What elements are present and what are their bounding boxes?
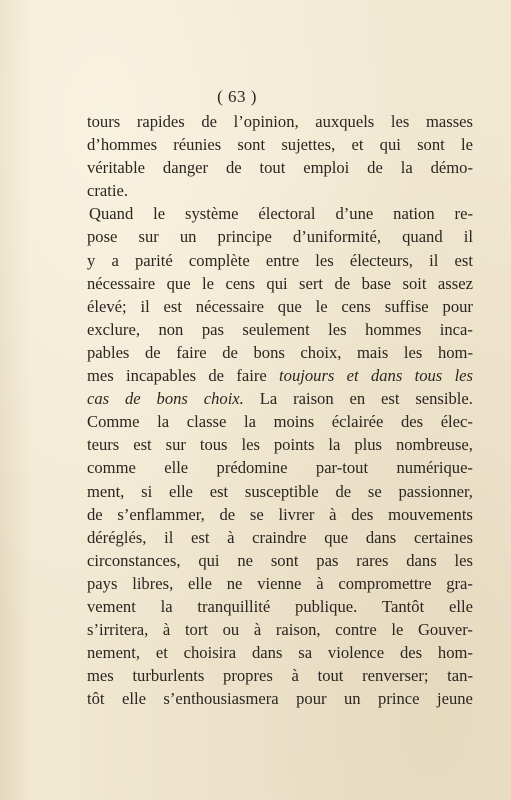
word: la [328, 435, 341, 455]
word: faire [236, 366, 267, 386]
word: mes [87, 666, 114, 686]
word: est [191, 527, 210, 547]
word: ne [226, 573, 243, 593]
word: libres, [132, 573, 174, 593]
word: prédomine [216, 458, 288, 478]
word: d’une [335, 204, 374, 224]
word: complète [188, 250, 250, 270]
word: sur [138, 227, 159, 247]
word: vement [87, 596, 136, 616]
word: non [158, 319, 184, 339]
word: pose [87, 227, 118, 247]
word: de [124, 389, 141, 409]
text-line [87, 456, 473, 479]
word: dans [365, 527, 397, 547]
word: des [400, 412, 424, 432]
word: numérique- [396, 458, 473, 478]
word: les [328, 319, 347, 339]
word: publique. [295, 596, 358, 616]
word: tous [199, 435, 228, 455]
word: prince [378, 689, 420, 709]
word: se [249, 504, 264, 524]
word: nécessaire [87, 273, 156, 293]
word: il [463, 227, 473, 247]
word: élevé; [87, 296, 127, 316]
word: ne [237, 550, 254, 570]
word: véritable [87, 158, 146, 178]
word: pour [296, 689, 327, 709]
word: nécessaire [195, 296, 264, 316]
word: électeurs, [349, 250, 413, 270]
word: cens [225, 273, 255, 293]
text-line [87, 225, 473, 248]
word: mes [87, 366, 114, 386]
word: et [351, 135, 364, 155]
word: choix. [203, 389, 244, 409]
word: le [153, 204, 166, 224]
word: démo- [430, 158, 473, 178]
word: les [454, 550, 473, 570]
word: de [225, 158, 242, 178]
word: passionner, [398, 481, 473, 501]
text-line [87, 110, 473, 133]
word: à [227, 527, 235, 547]
word: tranquillité [197, 596, 271, 616]
word: pas [316, 550, 339, 570]
word: sur [165, 435, 186, 455]
word: sujettes, [281, 135, 336, 155]
word: à [316, 573, 324, 593]
word: Quand [89, 204, 134, 224]
text-line [87, 156, 473, 179]
word: de [208, 366, 225, 386]
word: jeune [436, 689, 473, 709]
word: s’enflammer, [117, 504, 205, 524]
word: de [334, 273, 351, 293]
word: pables [87, 342, 130, 362]
word: par-tout [315, 458, 369, 478]
text-line [87, 133, 473, 156]
word: re- [454, 204, 473, 224]
word: d’hommes [87, 135, 158, 155]
word: Comme [87, 412, 140, 432]
word: elle [164, 458, 189, 478]
word: des [399, 643, 423, 663]
word: exclure, [87, 319, 140, 339]
word: les [403, 342, 423, 362]
word: emploi [303, 158, 350, 178]
word: de [219, 504, 236, 524]
word: les [390, 112, 410, 131]
word: elle [122, 689, 146, 709]
word: classe [186, 412, 227, 432]
word: le [460, 135, 473, 155]
word: les [241, 435, 260, 455]
word: contre [335, 620, 377, 640]
word: livrer [278, 504, 315, 524]
word: système [185, 204, 239, 224]
text-line [87, 572, 473, 595]
word: assez [437, 273, 473, 293]
word: tout [259, 158, 286, 178]
word: nombreuse, [395, 435, 473, 455]
word: est [133, 435, 152, 455]
text-line [87, 249, 473, 272]
word: la [157, 412, 170, 432]
text-line [87, 664, 473, 687]
word: faire [176, 342, 207, 362]
word: le [391, 620, 404, 640]
word: tous [414, 366, 443, 386]
word: qui [266, 273, 288, 293]
word: raison, [275, 620, 321, 640]
word: incapables [126, 366, 197, 386]
word: dans [370, 366, 403, 386]
word: de [201, 112, 218, 131]
word: propres [223, 666, 273, 686]
word: si [141, 481, 153, 501]
word: s’enthousiasmera [163, 689, 279, 709]
word: pour [442, 296, 473, 316]
word: les [315, 250, 334, 270]
word: inca- [439, 319, 473, 339]
word: Tantôt [382, 596, 425, 616]
word: que [166, 273, 191, 293]
word: un [343, 689, 361, 709]
word: sont [417, 135, 445, 155]
word: auxquels [315, 112, 375, 131]
word: à [162, 620, 171, 640]
word: a [111, 250, 119, 270]
word: susceptible [244, 481, 319, 501]
word: d’uniformité, [292, 227, 382, 247]
word: raison [293, 389, 334, 409]
word: Gouver- [417, 620, 473, 640]
word: est [381, 389, 400, 409]
word: et [346, 366, 359, 386]
text-line [87, 341, 473, 364]
word: teurs [87, 435, 120, 455]
word: de [335, 481, 352, 501]
word: y [87, 250, 96, 270]
word: à [253, 620, 262, 640]
word: nation [393, 204, 435, 224]
text-line [87, 387, 473, 410]
text-line [87, 595, 473, 618]
word: masses [425, 112, 473, 131]
word: sa [298, 643, 313, 663]
text-line [87, 503, 473, 526]
body-text [87, 110, 473, 710]
word: s’irritera, [87, 620, 149, 640]
word: le [202, 273, 215, 293]
word: compromettre [338, 573, 432, 593]
word: soit [402, 273, 427, 293]
word: dans [252, 643, 283, 663]
word: elle [188, 573, 212, 593]
word: suffise [384, 296, 429, 316]
word: rapides [136, 112, 185, 131]
word: violence [327, 643, 385, 663]
text-line [87, 641, 473, 664]
word: de [87, 504, 103, 524]
word: turburlents [132, 666, 205, 686]
word: hommes [365, 319, 422, 339]
word: hom- [437, 342, 473, 362]
text-line [87, 687, 473, 710]
word: cratie. [87, 181, 128, 201]
word: principe [217, 227, 272, 247]
text-line [87, 202, 473, 225]
word: tort [184, 620, 208, 640]
word: sont [237, 135, 266, 155]
text-line [87, 295, 473, 318]
word: la [160, 596, 173, 616]
word: il [429, 250, 439, 270]
text-line [87, 480, 473, 503]
word: en [349, 389, 366, 409]
word: tours [87, 112, 121, 131]
word: mais [357, 342, 389, 362]
page-number: ( 63 ) [217, 87, 257, 106]
word: moins [273, 412, 315, 432]
word: dans [406, 550, 437, 570]
word: la [243, 412, 256, 432]
word: plus [354, 435, 382, 455]
word: élec- [440, 412, 473, 432]
word: tout [317, 666, 344, 686]
word: sont [270, 550, 299, 570]
word: que [324, 527, 349, 547]
word: quand [402, 227, 443, 247]
word: à [329, 504, 337, 524]
word: électoral [258, 204, 316, 224]
word: les [454, 366, 473, 386]
text-line [87, 318, 473, 341]
word: sensible. [415, 389, 473, 409]
word: pas [201, 319, 224, 339]
word: gra- [446, 573, 473, 593]
word: mouvements [388, 504, 473, 524]
word: de [367, 158, 383, 178]
word: elle [449, 596, 473, 616]
word: bons [156, 389, 188, 409]
word: réunies [173, 135, 222, 155]
word: circonstances, [87, 550, 181, 570]
word: craindre [252, 527, 307, 547]
word: choix, [300, 342, 342, 362]
word: parité [134, 250, 173, 270]
word: un [179, 227, 197, 247]
text-line [87, 179, 473, 202]
word: éclairée [331, 412, 384, 432]
text-line [87, 433, 473, 456]
word: de [222, 342, 238, 362]
word: tan- [447, 666, 473, 686]
word: se [367, 481, 382, 501]
word: certaines [413, 527, 473, 547]
word: La [259, 389, 278, 409]
word: déréglés, [87, 527, 147, 547]
word: tôt [87, 689, 105, 709]
word: comme [87, 458, 136, 478]
word: que [277, 296, 302, 316]
word: de [144, 342, 161, 362]
word: bons [253, 342, 285, 362]
text-line [87, 549, 473, 572]
word: le [315, 296, 328, 316]
word: nement, [87, 643, 140, 663]
word: ment, [87, 481, 125, 501]
word: toujours [279, 366, 335, 386]
word: qui [379, 135, 401, 155]
word: danger [162, 158, 209, 178]
word: à [291, 666, 299, 686]
word: est [454, 250, 473, 270]
text-line [87, 364, 473, 387]
word: et [155, 643, 168, 663]
word: elle [168, 481, 193, 501]
text-line [87, 272, 473, 295]
word: renverser; [362, 666, 429, 686]
word: l’opinion, [233, 112, 299, 131]
word: entre [265, 250, 300, 270]
word: ou [222, 620, 240, 640]
word: points [273, 435, 315, 455]
word: choisira [183, 643, 237, 663]
word: sert [299, 273, 324, 293]
word: la [400, 158, 413, 178]
word: pays [87, 573, 118, 593]
word: il [140, 296, 150, 316]
word: il [164, 527, 174, 547]
word: est [163, 296, 182, 316]
word: qui [198, 550, 220, 570]
text-line [87, 526, 473, 549]
word: seulement [242, 319, 310, 339]
word: des [351, 504, 374, 524]
word: cens [341, 296, 371, 316]
text-line [87, 618, 473, 641]
word: hom- [437, 643, 473, 663]
word: est [209, 481, 229, 501]
word: base [361, 273, 392, 293]
word: vienne [257, 573, 302, 593]
text-line [87, 410, 473, 433]
word: rares [356, 550, 389, 570]
word: cas [87, 389, 110, 409]
